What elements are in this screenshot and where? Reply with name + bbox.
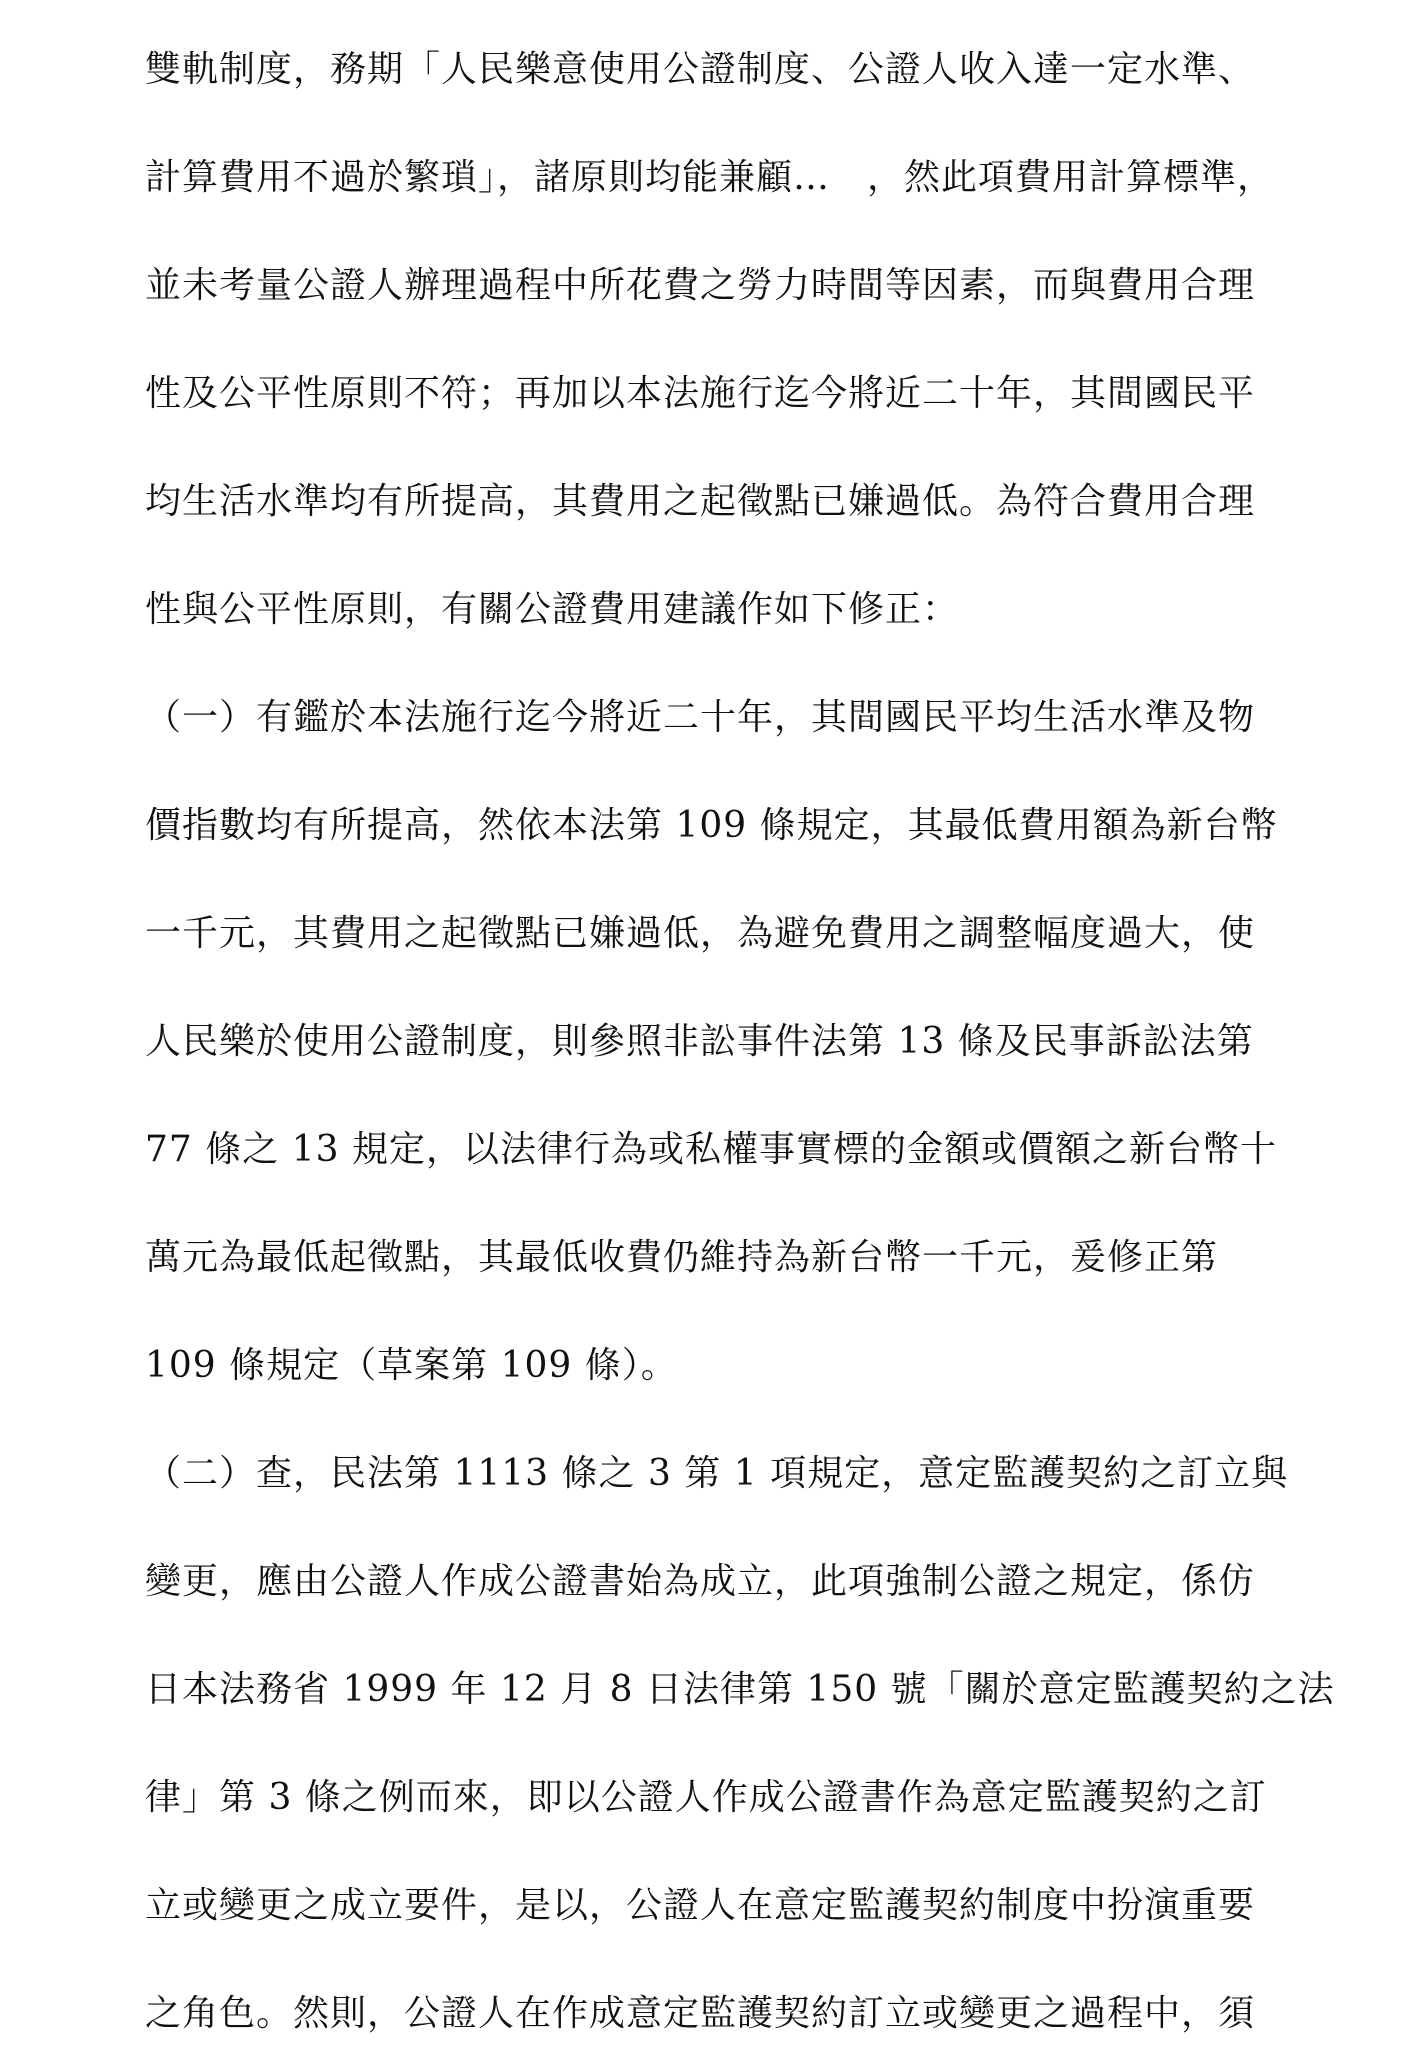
text-line-6: 性與公平性原則，有關公證費用建議作如下修正： bbox=[145, 589, 960, 630]
text-line-19: 之角色。然則，公證人在作成意定監護契約訂立或變更之過程中，須 bbox=[145, 1993, 1256, 2034]
text-line-9: 一千元，其費用之起徵點已嫌過低，為避免費用之調整幅度過大，使 bbox=[145, 913, 1256, 954]
text-line-2: 計算費用不過於繁瑣」，諸原則均能兼顧… ，然此項費用計算標準， bbox=[145, 157, 1275, 198]
text-line-14: （二）查，民法第 1113 條之 3 第 1 項規定，意定監護契約之訂立與 bbox=[145, 1453, 1289, 1494]
text-line-1: 雙軌制度，務期「人民樂意使用公證制度、公證人收入達一定水準、 bbox=[145, 49, 1256, 90]
text-line-5: 均生活水準均有所提高，其費用之起徵點已嫌過低。為符合費用合理 bbox=[145, 481, 1256, 522]
text-line-17: 律」第 3 條之例而來，即以公證人作成公證書作為意定監護契約之訂 bbox=[145, 1777, 1267, 1818]
text-line-11: 77 條之 13 規定，以法律行為或私權事實標的金額或價額之新台幣十 bbox=[145, 1129, 1277, 1170]
text-line-3: 並未考量公證人辦理過程中所花費之勞力時間等因素，而與費用合理 bbox=[145, 265, 1256, 306]
text-line-15: 變更，應由公證人作成公證書始為成立，此項強制公證之規定，係仿 bbox=[145, 1561, 1256, 1602]
text-line-13: 109 條規定（草案第 109 條）。 bbox=[145, 1345, 678, 1386]
text-line-18: 立或變更之成立要件，是以，公證人在意定監護契約制度中扮演重要 bbox=[145, 1885, 1256, 1926]
text-line-4: 性及公平性原則不符；再加以本法施行迄今將近二十年，其間國民平 bbox=[145, 373, 1256, 414]
text-line-12: 萬元為最低起徵點，其最低收費仍維持為新台幣一千元，爰修正第 bbox=[145, 1237, 1219, 1278]
text-line-8: 價指數均有所提高，然依本法第 109 條規定，其最低費用額為新台幣 bbox=[145, 805, 1278, 846]
text-line-10: 人民樂於使用公證制度，則參照非訟事件法第 13 條及民事訴訟法第 bbox=[145, 1021, 1254, 1062]
text-line-16: 日本法務省 1999 年 12 月 8 日法律第 150 號「關於意定監護契約之法 bbox=[145, 1669, 1335, 1710]
text-line-7: （一）有鑑於本法施行迄今將近二十年，其間國民平均生活水準及物 bbox=[145, 697, 1256, 738]
